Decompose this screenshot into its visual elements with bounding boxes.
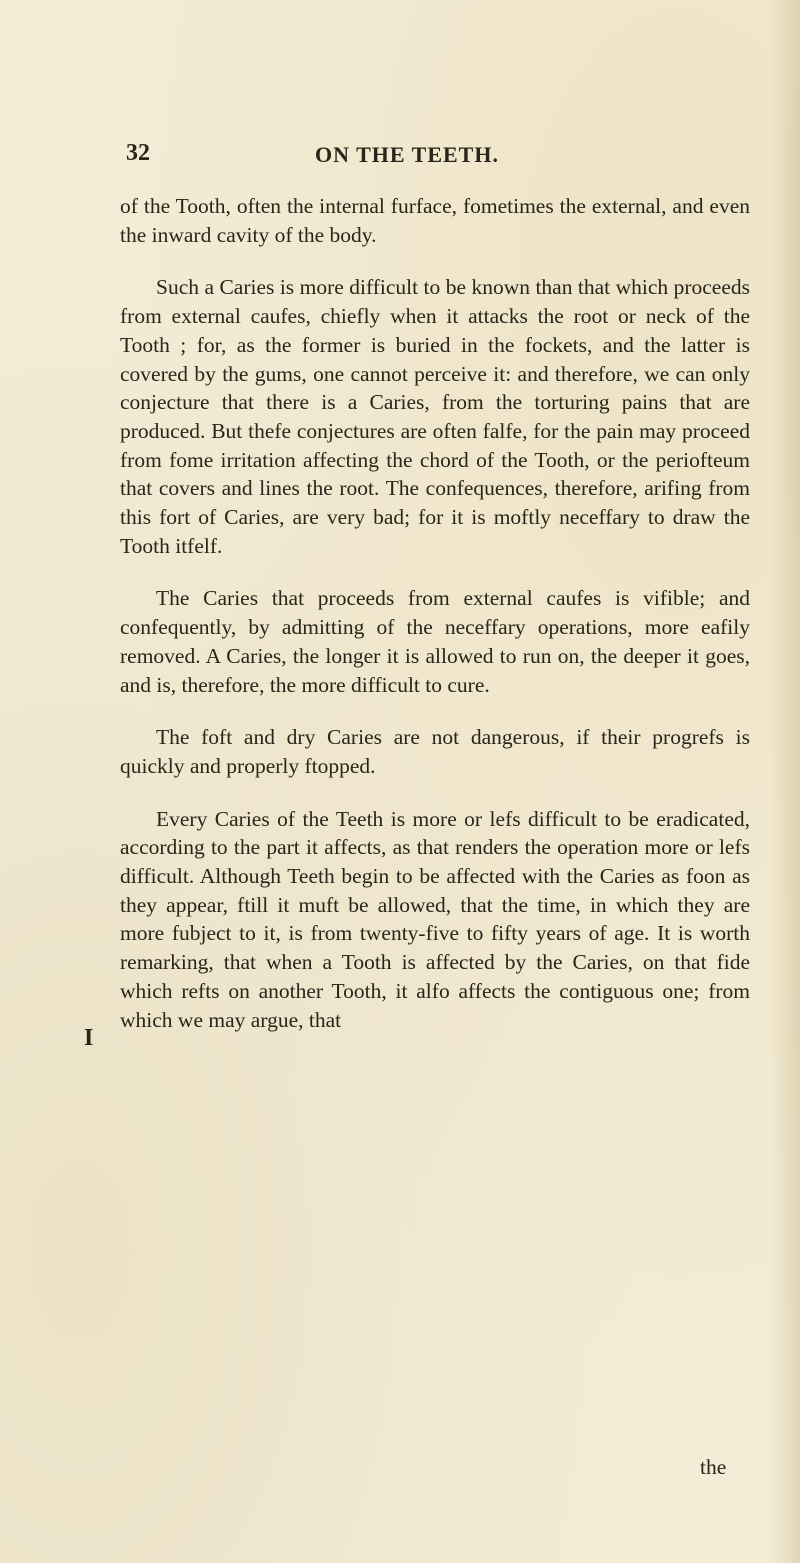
paragraph: Such a Caries is more difficult to be known than that which proceeds from external caufes, chiefly when it attacks the root or neck of the Tooth ; for, as the former is buried in the fockets, and the latter is covered by the gums, one cannot perceive it: and therefore, we can only conjecture that there is a Caries, from the torturing pains that are produced. But thefe conjectures are often falfe, for the pain may proceed from fome irritation affecting the chord of the Tooth, or the periofteum that covers and lines the root. The confequences, therefore, arifing from this fort of Caries, are very bad; for it is moftly neceffary to draw the Tooth itfelf. <box>120 275 750 558</box>
paragraph: The foft and dry Caries are not dangerous, if their progrefs is quickly and properly ftopped. <box>120 725 750 778</box>
page-number: 32 <box>126 140 150 166</box>
page-edge-shadow <box>770 0 800 1563</box>
body-text <box>120 192 750 1058</box>
paragraph: Every Caries of the Teeth is more or lefs difficult to be eradicated, according to the part it affects, as that renders the operation more or lefs difficult. Although Teeth begin to be affected with the Caries as foon as they appear, ftill it muft be allowed, that the time, in which they are more fubject to it, is from twenty-five to fifty years of age. It is worth remarking, that when a Tooth is affected by the Caries, on that fide which refts on another Tooth, it alfo affects the contiguous one; from which we may argue, that <box>120 806 750 1032</box>
running-title: ON THE TEETH. <box>315 142 499 167</box>
running-head <box>0 140 800 180</box>
catchword: the <box>700 1455 727 1479</box>
paragraph-continuation: of the Tooth, often the internal furface, fometimes the external, and even the inward cavity of the body. <box>120 194 750 247</box>
paragraph: The Caries that proceeds from external caufes is vifible; and confequently, by admitting of the neceffary operations, more eafily removed. A Caries, the longer it is allowed to run on, the deeper it goes, and is, therefore, the more difficult to cure. <box>120 586 750 697</box>
margin-mark: I <box>84 1025 94 1051</box>
